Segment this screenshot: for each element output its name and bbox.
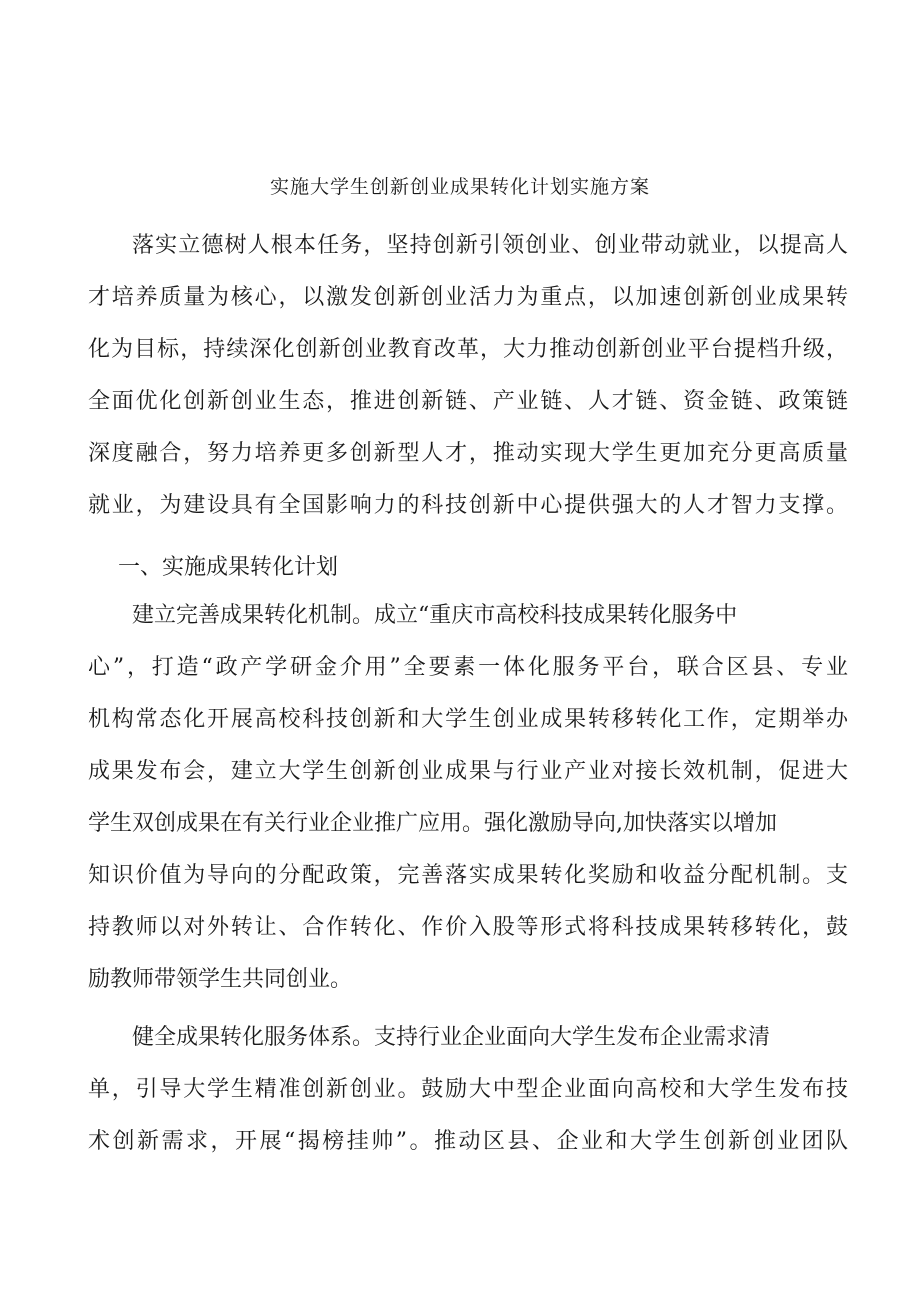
section-heading: 一、实施成果转化计划 — [118, 555, 339, 580]
paragraph-line: 知识价值为导向的分配政策，完善落实成果转化奖励和收益分配机制。支 — [88, 863, 848, 888]
paragraph-line: 成果发布会，建立大学生创新创业成果与行业产业对接长效机制，促进大 — [88, 759, 848, 784]
paragraph-line: 建立完善成果转化机制。成立“重庆市高校科技成果转化服务中 — [132, 603, 738, 628]
mechanism-paragraph — [88, 590, 848, 1006]
paragraph-line: 心”，打造“政产学研金介用”全要素一体化服务平台，联合区县、专业 — [88, 655, 848, 680]
service-paragraph — [88, 1012, 848, 1168]
paragraph-line: 就业，为建设具有全国影响力的科技创新中心提供强大的人才智力支撑。 — [88, 493, 848, 518]
paragraph-line: 术创新需求，开展“揭榜挂帅”。推动区县、企业和大学生创新创业团队 — [88, 1129, 848, 1154]
paragraph-line: 全面优化创新创业生态，推进创新链、产业链、人才链、资金链、政策链 — [88, 389, 848, 414]
intro-paragraph — [88, 220, 848, 532]
paragraph-line: 落实立德树人根本任务，坚持创新引领创业、创业带动就业，以提高人 — [132, 233, 848, 258]
paragraph-line: 化为目标，持续深化创新创业教育改革，大力推动创新创业平台提档升级， — [88, 337, 848, 362]
paragraph-line: 学生双创成果在有关行业企业推广应用。强化激励导向,加快落实以增加 — [88, 811, 777, 836]
paragraph-line: 健全成果转化服务体系。支持行业企业面向大学生发布企业需求清 — [132, 1025, 771, 1050]
paragraph-line: 单，引导大学生精准创新创业。鼓励大中型企业面向高校和大学生发布技 — [88, 1077, 848, 1102]
paragraph-line: 励教师带领学生共同创业。 — [88, 967, 353, 992]
paragraph-line: 深度融合，努力培养更多创新型人才，推动实现大学生更加充分更高质量 — [88, 441, 848, 466]
paragraph-line: 才培养质量为核心，以激发创新创业活力为重点，以加速创新创业成果转 — [88, 285, 848, 310]
paragraph-line: 持教师以对外转让、合作转化、作价入股等形式将科技成果转移转化，鼓 — [88, 915, 848, 940]
document-title: 实施大学生创新创业成果转化计划实施方案 — [269, 176, 650, 198]
paragraph-line: 机构常态化开展高校科技创新和大学生创业成果转移转化工作，定期举办 — [88, 707, 848, 732]
